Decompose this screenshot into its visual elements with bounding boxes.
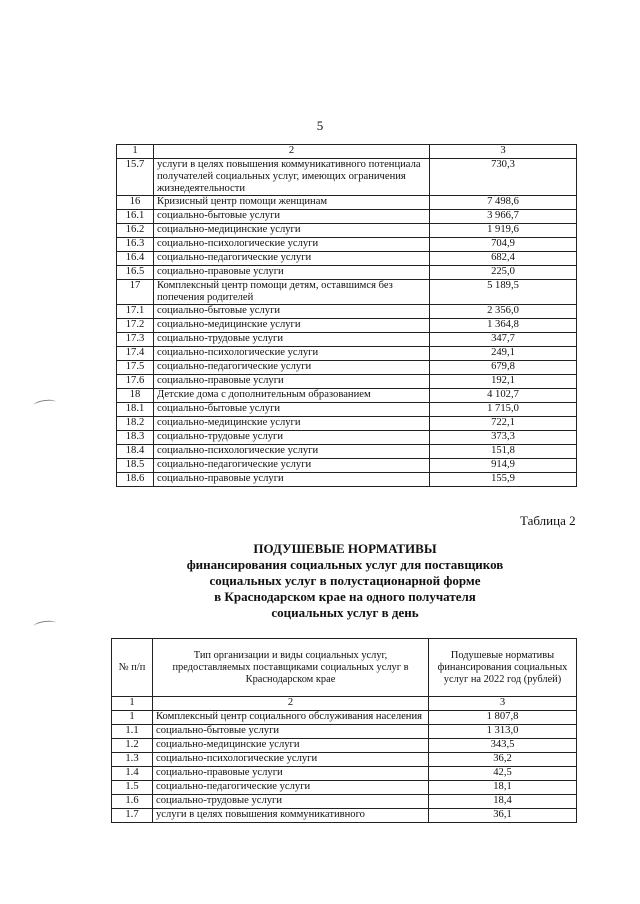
column-number-row (112, 697, 577, 711)
table-header-row (112, 639, 577, 697)
row-value: 682,4 (430, 252, 577, 266)
table-row (117, 403, 577, 417)
row-value: 225,0 (430, 266, 577, 280)
row-number: 16.2 (117, 224, 154, 238)
row-name: Комплексный центр помощи детям, оставшимся без попечения родителей (154, 280, 430, 305)
column-number: 3 (429, 697, 577, 711)
row-number: 16.1 (117, 210, 154, 224)
row-name: услуги в целях повышения коммуникативного потенциала получателей социальных услуг, имеющих ограничения жизнедеятельности (154, 159, 430, 196)
column-number: 1 (112, 697, 153, 711)
row-name: Комплексный центр социального обслуживания населения (153, 711, 429, 725)
row-number: 17.1 (117, 305, 154, 319)
table-row (117, 417, 577, 431)
row-value: 1 313,0 (429, 725, 577, 739)
table-row (117, 210, 577, 224)
row-value: 36,1 (429, 809, 577, 823)
row-value: 2 356,0 (430, 305, 577, 319)
row-value: 192,1 (430, 375, 577, 389)
title-line: социальных услуг в полустационарной форме (209, 573, 481, 588)
margin-mark (34, 620, 57, 630)
table-row (117, 224, 577, 238)
col-header-number: № п/п (112, 639, 153, 697)
row-number: 18.1 (117, 403, 154, 417)
table-row (112, 795, 577, 809)
column-number: 3 (430, 145, 577, 159)
title-line: финансирования социальных услуг для поставщиков (186, 557, 504, 572)
margin-mark (34, 399, 57, 409)
row-value: 722,1 (430, 417, 577, 431)
title-line: в Краснодарском крае на одного получателя (214, 589, 476, 604)
table-row (112, 725, 577, 739)
row-name: социально-трудовые услуги (153, 795, 429, 809)
row-name: социально-педагогические услуги (154, 459, 430, 473)
table-row (117, 252, 577, 266)
column-number: 2 (153, 697, 429, 711)
row-name: социально-медицинские услуги (154, 224, 430, 238)
table-caption: Таблица 2 (520, 513, 576, 528)
row-value: 151,8 (430, 445, 577, 459)
row-number: 18.2 (117, 417, 154, 431)
table-row (117, 389, 577, 403)
table-row (117, 159, 577, 196)
row-number: 1.7 (112, 809, 153, 823)
row-value: 5 189,5 (430, 280, 577, 305)
row-name: социально-бытовые услуги (154, 403, 430, 417)
row-name: социально-правовые услуги (154, 473, 430, 487)
column-number: 2 (154, 145, 430, 159)
table-row (112, 781, 577, 795)
row-value: 373,3 (430, 431, 577, 445)
table-row (117, 361, 577, 375)
row-value: 42,5 (429, 767, 577, 781)
col-header-normative: Подушевые нормативы финансирования социальных услуг на 2022 год (рублей) (429, 639, 577, 697)
row-name: социально-правовые услуги (154, 375, 430, 389)
table-row (117, 266, 577, 280)
row-value: 1 807,8 (429, 711, 577, 725)
row-name: социально-психологические услуги (154, 445, 430, 459)
row-name: социально-психологические услуги (153, 753, 429, 767)
row-value: 343,5 (429, 739, 577, 753)
row-name: социально-трудовые услуги (154, 431, 430, 445)
table-row (112, 711, 577, 725)
row-name: социально-правовые услуги (153, 767, 429, 781)
row-name: социально-педагогические услуги (154, 361, 430, 375)
table-row (117, 473, 577, 487)
row-name: социально-психологические услуги (154, 347, 430, 361)
row-number: 17.4 (117, 347, 154, 361)
table-row (117, 305, 577, 319)
row-value: 249,1 (430, 347, 577, 361)
row-value: 679,8 (430, 361, 577, 375)
table-row (117, 431, 577, 445)
column-number-row (117, 145, 577, 159)
table-row (117, 375, 577, 389)
table-row (117, 445, 577, 459)
col-header-type: Тип организации и виды социальных услуг, предоставляемых поставщиками социальных услуг в Краснодарском крае (153, 639, 429, 697)
row-value: 730,3 (430, 159, 577, 196)
row-name: социально-педагогические услуги (153, 781, 429, 795)
row-name: социально-трудовые услуги (154, 333, 430, 347)
row-number: 17.5 (117, 361, 154, 375)
row-number: 18 (117, 389, 154, 403)
row-name: социально-медицинские услуги (154, 417, 430, 431)
row-number: 1.3 (112, 753, 153, 767)
table-row (112, 739, 577, 753)
row-number: 1 (112, 711, 153, 725)
row-number: 1.4 (112, 767, 153, 781)
row-value: 914,9 (430, 459, 577, 473)
row-number: 17 (117, 280, 154, 305)
row-value: 3 966,7 (430, 210, 577, 224)
row-name: социально-медицинские услуги (153, 739, 429, 753)
table-row (112, 809, 577, 823)
services-table-1 (116, 144, 577, 487)
row-number: 1.6 (112, 795, 153, 809)
row-number: 16 (117, 196, 154, 210)
row-number: 1.5 (112, 781, 153, 795)
row-name: социально-педагогические услуги (154, 252, 430, 266)
table-row (117, 196, 577, 210)
table-row (112, 767, 577, 781)
table-row (117, 347, 577, 361)
row-number: 18.5 (117, 459, 154, 473)
section-title (120, 541, 570, 621)
row-number: 16.3 (117, 238, 154, 252)
row-name: социально-медицинские услуги (154, 319, 430, 333)
row-name: социально-бытовые услуги (153, 725, 429, 739)
row-name: услуги в целях повышения коммуникативного (153, 809, 429, 823)
row-value: 347,7 (430, 333, 577, 347)
row-number: 16.5 (117, 266, 154, 280)
page-number: 5 (316, 118, 324, 133)
title-line: социальных услуг в день (271, 605, 419, 620)
row-number: 1.2 (112, 739, 153, 753)
row-name: Детские дома с дополнительным образованием (154, 389, 430, 403)
row-number: 17.6 (117, 375, 154, 389)
table-row (117, 459, 577, 473)
row-number: 1.1 (112, 725, 153, 739)
row-value: 36,2 (429, 753, 577, 767)
row-number: 17.2 (117, 319, 154, 333)
column-number: 1 (117, 145, 154, 159)
row-number: 18.3 (117, 431, 154, 445)
row-value: 1 919,6 (430, 224, 577, 238)
row-value: 4 102,7 (430, 389, 577, 403)
title-line: ПОДУШЕВЫЕ НОРМАТИВЫ (253, 541, 437, 556)
row-name: Кризисный центр помощи женщинам (154, 196, 430, 210)
row-value: 704,9 (430, 238, 577, 252)
services-table-2 (111, 638, 577, 823)
row-number: 16.4 (117, 252, 154, 266)
row-value: 18,4 (429, 795, 577, 809)
row-value: 7 498,6 (430, 196, 577, 210)
row-value: 155,9 (430, 473, 577, 487)
row-number: 15.7 (117, 159, 154, 196)
row-number: 18.4 (117, 445, 154, 459)
table-row (117, 280, 577, 305)
row-name: социально-правовые услуги (154, 266, 430, 280)
table-row (117, 333, 577, 347)
table-row (117, 319, 577, 333)
row-value: 1 715,0 (430, 403, 577, 417)
row-number: 17.3 (117, 333, 154, 347)
row-name: социально-бытовые услуги (154, 210, 430, 224)
row-name: социально-бытовые услуги (154, 305, 430, 319)
table-row (117, 238, 577, 252)
row-value: 1 364,8 (430, 319, 577, 333)
row-name: социально-психологические услуги (154, 238, 430, 252)
table-row (112, 753, 577, 767)
row-number: 18.6 (117, 473, 154, 487)
row-value: 18,1 (429, 781, 577, 795)
